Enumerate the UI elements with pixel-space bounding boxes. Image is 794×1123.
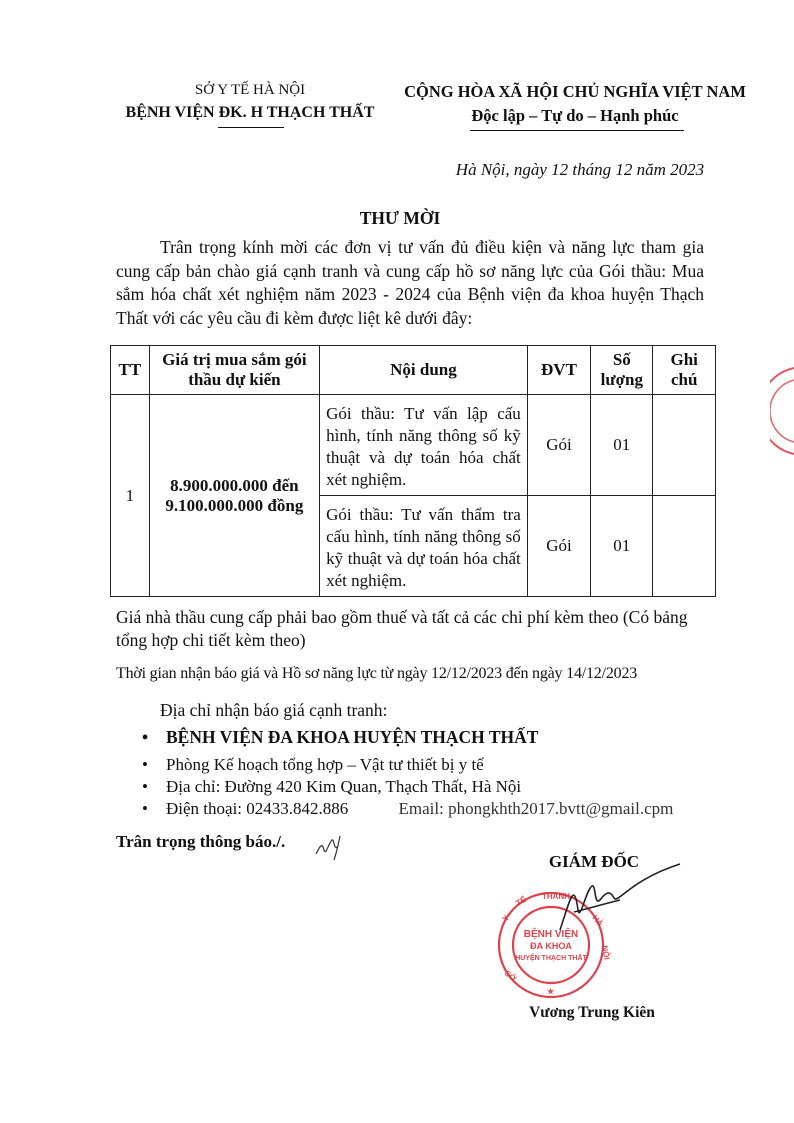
svg-text:Y: Y: [500, 913, 511, 924]
document-title: THƯ MỜI: [359, 208, 441, 228]
document-date: Hà Nội, ngày 12 tháng 12 năm 2023: [455, 160, 705, 179]
header-price: Giá trị mua sắm gói thầu dự kiến: [149, 346, 319, 395]
edge-seal-fragment: [770, 366, 794, 456]
list-item: [140, 726, 740, 748]
row-unit-2: Gói: [527, 496, 590, 597]
national-motto: Độc lập – Tự do – Hạnh phúc: [471, 106, 679, 125]
row-qty-2: 01: [591, 496, 653, 597]
list-item: [140, 754, 740, 776]
svg-text:HÀ: HÀ: [590, 913, 605, 929]
seal-line-3: HUYỆN THẠCH THẤT: [515, 955, 587, 962]
recipient-email: Email: phongkhth2017.bvtt@gmail.cpm: [398, 799, 674, 818]
svg-text:NỘI: NỘI: [600, 944, 612, 961]
row-tt: 1: [111, 395, 150, 597]
motto-underline: [470, 130, 684, 131]
header-content: Nội dung: [320, 346, 528, 395]
initials-mark: [312, 832, 348, 862]
recipient-address: Địa chỉ: Đường 420 Kim Quan, Thạch Thất, Hà Nội: [166, 777, 522, 796]
row-content-1: Gói thầu: Tư vấn lập cấu hình, tính năng thông số kỹ thuật và dự toán hóa chất xét nghiệm.: [320, 395, 528, 496]
row-unit-1: Gói: [527, 395, 590, 496]
row-note-2: [653, 496, 716, 597]
intro-paragraph: Trân trọng kính mời các đơn vị tư vấn đủ điều kiện và năng lực tham gia cung cấp bản chào giá cạnh tranh và cung cấp hồ sơ năng lực của Gói thầu: Mua sắm hóa chất xét nghiệm năm 2023 - 2024 của Bệnh viện đa khoa huyện Thạch Thất với các yêu cầu đi kèm được liệt kê dưới đây:: [116, 237, 704, 328]
vat-note: Giá nhà thầu cung cấp phải bao gồm thuế và tất cả các chi phí kèm theo (Có bảng tổng hợp chi tiết kèm theo): [116, 607, 688, 650]
bullet-icon: •: [142, 755, 148, 774]
seal-line-1: BỆNH VIỆN: [523, 929, 579, 940]
row-note-1: [653, 395, 716, 496]
header-tt: TT: [111, 346, 150, 395]
list-item: [140, 798, 740, 820]
list-item: [140, 776, 740, 798]
row-price: 8.900.000.000 đến 9.100.000.000 đồng: [149, 395, 319, 597]
country-name: CỘNG HÒA XÃ HỘI CHỦ NGHĨA VIỆT NAM: [404, 82, 746, 101]
address-label: Địa chỉ nhận báo giá cạnh tranh:: [160, 700, 388, 720]
bullet-icon: •: [142, 777, 148, 796]
seal-line-2: ĐA KHOA: [530, 941, 572, 951]
table-row: [111, 395, 716, 496]
svg-text:THÀNH: THÀNH: [542, 892, 570, 901]
header-left-underline: [218, 127, 284, 128]
recipient-department: Phòng Kế hoạch tổng hợp – Vật tư thiết bị y tế: [166, 755, 484, 774]
recipient-hospital: BỆNH VIỆN ĐA KHOA HUYỆN THẠCH THẤT: [166, 727, 539, 747]
submission-period: [116, 665, 736, 683]
svg-text:★: ★: [547, 987, 555, 996]
issuing-hospital: BỆNH VIỆN ĐK. H THẠCH THẤT: [125, 104, 375, 121]
signatory-title: GIÁM ĐỐC: [548, 852, 640, 871]
issuing-department: SỞ Y TẾ HÀ NỘI: [194, 82, 306, 98]
address-list: [140, 726, 740, 820]
svg-text:SỞ: SỞ: [502, 968, 518, 984]
header-unit: ĐVT: [527, 346, 590, 395]
row-content-2: Gói thầu: Tư vấn thẩm tra cấu hình, tính năng thông số kỹ thuật và dự toán hóa chất xét nghiệm.: [320, 496, 528, 597]
row-qty-1: 01: [591, 395, 653, 496]
signatory-name: Vương Trung Kiên: [529, 1004, 655, 1021]
recipient-phone: Điện thoại: 02433.842.886: [166, 799, 349, 818]
closing-line: Trân trọng thông báo./.: [116, 832, 286, 851]
director-signature: [540, 860, 690, 950]
bid-package-table: [110, 345, 716, 597]
svg-text:TẾ: TẾ: [514, 894, 528, 908]
submission-period-text: Thời gian nhận báo giá và Hồ sơ năng lực từ ngày 12/12/2023 đến ngày 14/12/2023: [116, 665, 638, 682]
header-note: Ghi chú: [653, 346, 716, 395]
bullet-icon: •: [142, 727, 149, 747]
bullet-icon: •: [142, 799, 148, 818]
header-qty: Số lượng: [591, 346, 653, 395]
table-header-row: [111, 346, 716, 395]
